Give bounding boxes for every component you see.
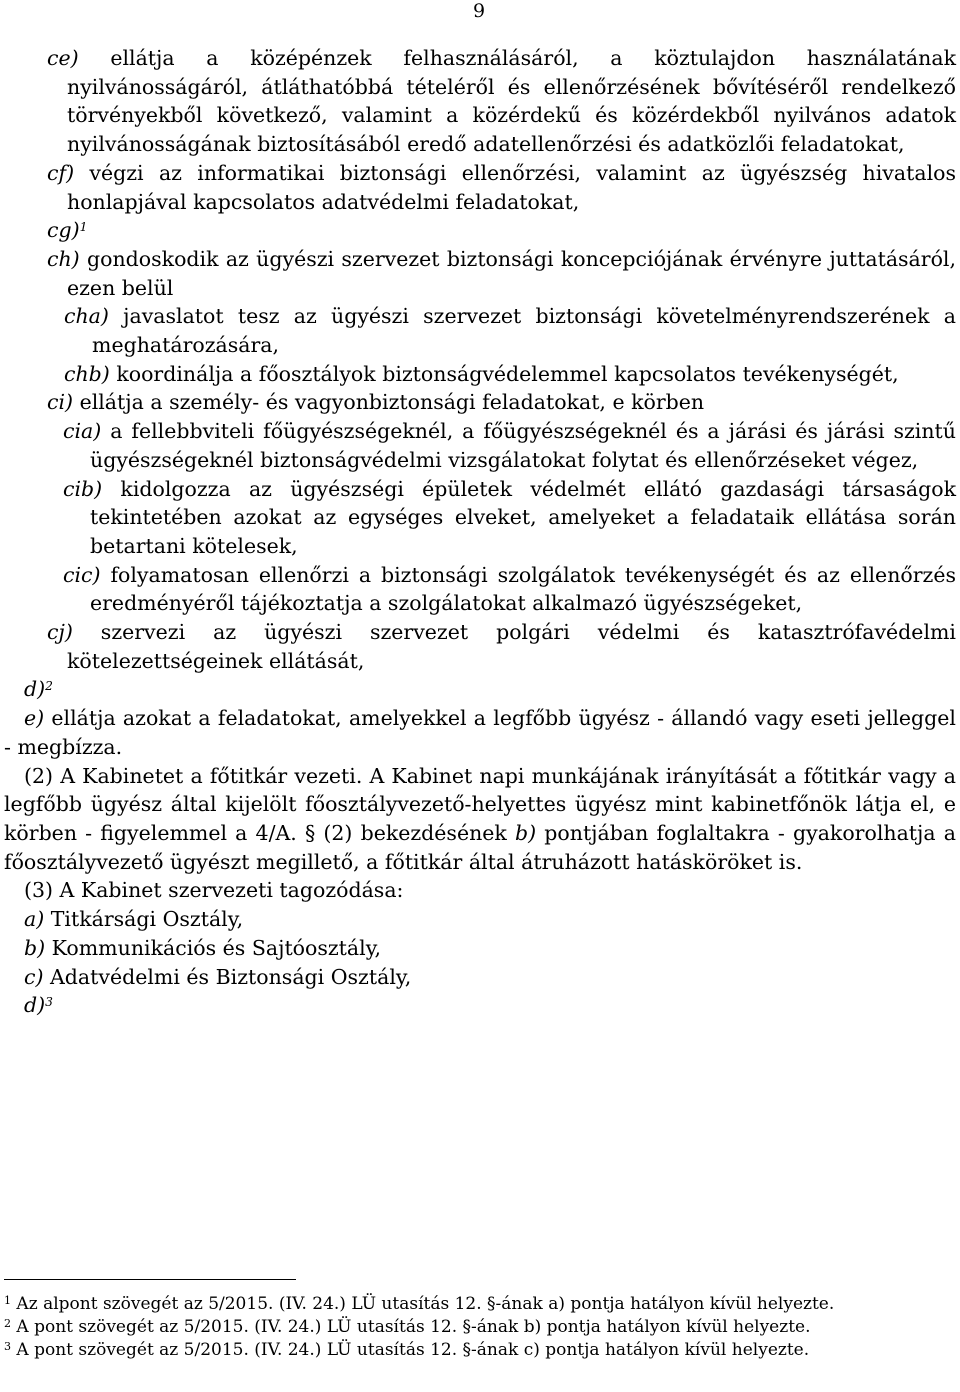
list-item-ch <box>0 245 960 302</box>
footnote-text: Az alpont szövegét az 5/2015. (IV. 24.) LÜ utasítás 12. §-ának a) pontja hatályon kívül helyezte. <box>11 1294 835 1314</box>
footnote-ref[interactable]: 3 <box>45 995 53 1010</box>
footnote-text: A pont szövegét az 5/2015. (IV. 24.) LÜ utasítás 12. §-ának b) pontja hatályon kívül helyezte. <box>11 1317 811 1337</box>
footnote <box>4 1339 956 1362</box>
list-item-cia <box>0 417 960 474</box>
footnote <box>4 1293 956 1316</box>
item-mark: chb) <box>64 361 110 386</box>
item-text: gondoskodik az ügyészi szervezet biztonsági koncepciójának érvényre juttatásáról, ezen belül <box>67 246 956 300</box>
item-mark: e) <box>24 706 45 731</box>
item-mark: c) <box>24 964 44 989</box>
item-mark: cic) <box>63 562 101 587</box>
item-text: ellátja a személy- és vagyonbiztonsági feladatokat, e körben <box>73 390 705 415</box>
footnote-ref[interactable]: 1 <box>79 220 88 235</box>
list-item-cic <box>0 561 960 618</box>
list-item-chb <box>0 360 960 389</box>
item-mark: d) <box>24 677 46 702</box>
list-item-cib <box>0 475 960 561</box>
item-text: ellátja a középénzek felhasználásáról, a köztulajdon használatának nyilvánosságáról, átláthatóbbá tételéről és ellenőrzésének bővítéséről rendelkező törvényekből következő, valamint a közérdekű és közérdekből nyilvános adatok nyilvánosságának biztosításából eredő adatellenőrzési és adatközlői feladatokat, <box>67 46 956 157</box>
item-mark: cia) <box>63 419 102 444</box>
paragraph-text: (3) A Kabinet szervezeti tagozódása: <box>24 878 404 903</box>
paragraph-text: pontjában foglaltakra - gyakorolhatja a főosztályvezető ügyészt megillető, a főtitkár által átruházott hatásköröket is. <box>4 820 956 874</box>
list-item-ci <box>0 388 960 417</box>
item-text: szervezi az ügyészi szervezet polgári védelmi és katasztrófavédelmi kötelezettségeinek ellátását, <box>67 620 956 673</box>
footnote-number: 2 <box>4 1317 12 1330</box>
item-mark: d) <box>24 993 46 1018</box>
item-mark: b) <box>24 935 46 960</box>
list-item-e <box>0 704 960 761</box>
footnote-number: 3 <box>4 1340 12 1353</box>
list-item-ce <box>0 44 960 159</box>
list-item-a <box>0 905 960 934</box>
document-body <box>0 44 960 1020</box>
list-item-cha <box>0 302 960 359</box>
item-mark: a) <box>24 907 45 932</box>
item-mark: ce) <box>47 46 79 70</box>
item-text: folyamatosan ellenőrzi a biztonsági szolgálatok tevékenységét és az ellenőrzés eredményéről tájékoztatja a szolgálatokat alkalmazó ügyészségeket, <box>90 562 956 616</box>
item-text: Kommunikációs és Sajtóosztály, <box>45 935 382 960</box>
footnote-separator <box>4 1279 296 1280</box>
item-text: Adatvédelmi és Biztonsági Osztály, <box>43 964 412 989</box>
item-mark: b) <box>515 820 537 845</box>
item-text: a fellebbviteli főügyészségeknél, a főügyészségeknél és a járási és járási szintű ügyészségeknél biztonságvédelmi vizsgálatokat folytat és ellenőrzéseket végez, <box>90 419 956 472</box>
item-text: koordinálja a főosztályok biztonságvédelemmel kapcsolatos tevékenységét, <box>109 361 899 386</box>
list-item-d3 <box>0 991 960 1020</box>
paragraph-text: (2) A Kabinetet a főtitkár vezeti. A Kabinet napi munkájának irányítását a főtitkár vagy a legfőbb ügyész által kijelölt főosztályvezető-helyettes ügyész mint kabinetfőnök látja el, e körben - figyelemmel a 4/A. § (2) bekezdésének <box>4 763 956 845</box>
list-item-c <box>0 963 960 992</box>
paragraph-kabinet-2 <box>0 762 960 877</box>
item-mark: cha) <box>64 304 109 329</box>
list-item-cj <box>0 618 960 675</box>
list-item-cg <box>0 216 960 245</box>
list-item-d <box>0 675 960 704</box>
item-text: ellátja azokat a feladatokat, amelyekkel a legfőbb ügyész - állandó vagy eseti jelleggel - megbízza. <box>4 706 956 759</box>
list-item-b <box>0 934 960 963</box>
footnote-text: A pont szövegét az 5/2015. (IV. 24.) LÜ utasítás 12. §-ának c) pontja hatályon kívül helyezte. <box>11 1340 810 1360</box>
item-mark: ch) <box>47 246 80 271</box>
list-item-cf <box>0 159 960 216</box>
item-mark: cib) <box>63 476 103 501</box>
item-text: Titkársági Osztály, <box>44 907 244 932</box>
footnote <box>4 1316 956 1339</box>
page-number: 9 <box>473 0 486 22</box>
footnotes <box>4 1293 956 1362</box>
item-mark: cf) <box>47 160 75 185</box>
item-text: javaslatot tesz az ügyészi szervezet biztonsági követelményrendszerének a meghatározására, <box>92 304 956 358</box>
item-text: kidolgozza az ügyészségi épületek védelmét ellátó gazdasági társaságok tekintetében azokat az egységes elveket, amelyeket a feladataik ellátása során betartani kötelesek, <box>90 476 956 558</box>
footnote-ref[interactable]: 2 <box>45 679 53 694</box>
paragraph-kabinet-3 <box>0 876 960 905</box>
footnote-number: 1 <box>4 1294 12 1307</box>
item-text: végzi az informatikai biztonsági ellenőrzési, valamint az ügyészség hivatalos honlapjával kapcsolatos adatvédelmi feladatokat, <box>67 160 956 214</box>
item-mark: cj) <box>47 620 73 645</box>
item-mark: cg) <box>47 218 80 243</box>
item-mark: ci) <box>47 390 74 415</box>
